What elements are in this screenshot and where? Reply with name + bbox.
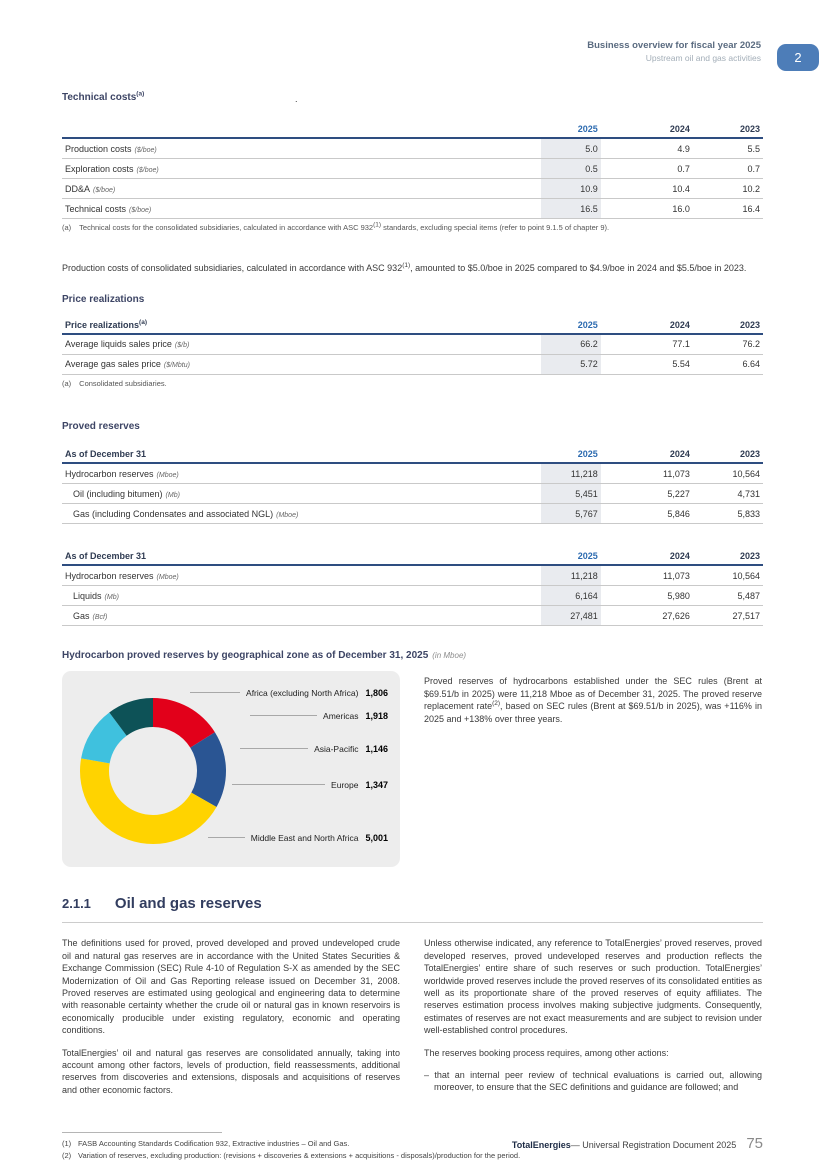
table-title-cell: As of December 31 bbox=[62, 442, 541, 463]
chart-heading-unit: (in Mboe) bbox=[432, 651, 467, 661]
year-2024-header: 2024 bbox=[601, 313, 693, 334]
slice-value: 1,146 bbox=[365, 743, 388, 754]
value-2025: 5.72 bbox=[541, 354, 601, 374]
value-2024: 77.1 bbox=[601, 334, 693, 355]
table-title-cell bbox=[62, 313, 541, 334]
year-2025-header: 2025 bbox=[541, 117, 601, 138]
heading-text: Technical costs bbox=[62, 92, 137, 103]
stray-dot: . bbox=[295, 94, 298, 104]
row-label-cell bbox=[62, 138, 541, 159]
slice-value: 1,347 bbox=[365, 779, 388, 790]
chart-side-text bbox=[424, 671, 762, 867]
footnote-text: Variation of reserves, excluding production: (revisions + discoveries & extensions + acquisitions - disposals)/production for the period. bbox=[78, 1150, 521, 1160]
row-label: Gas (including Condensates and associated NGL) bbox=[73, 508, 274, 519]
footnote-marker: (2) bbox=[62, 1150, 72, 1160]
footnote-marker: (1) bbox=[62, 1139, 72, 1149]
section-211-heading bbox=[62, 895, 763, 923]
footer-doc-title: — Universal Registration Document 2025 bbox=[570, 1140, 737, 1150]
header-subtitle: Upstream oil and gas activities bbox=[645, 53, 761, 63]
heading-sup: (a) bbox=[136, 90, 145, 98]
paragraph-sup: (1) bbox=[402, 261, 411, 269]
row-label: Gas bbox=[73, 610, 90, 621]
value-2024: 16.0 bbox=[601, 199, 693, 219]
footnote-marker: (a) bbox=[62, 378, 72, 388]
year-2023-header: 2023 bbox=[693, 117, 763, 138]
value-2023: 10,564 bbox=[693, 463, 763, 484]
footnote-text: FASB Accounting Standards Codification 932, Extractive industries – Oil and Gas. bbox=[78, 1139, 350, 1149]
value-2024: 4.9 bbox=[601, 138, 693, 159]
body-paragraph: The definitions used for proved, proved developed and proved undeveloped crude oil and natural gas reserves are in accordance with the United States Securities & Exchange Commission (SEC) Rule 4-10 of Regulation S-X as amended by the SEC Modernization of Oil and Gas Reporting release issued on December 31, 2008. Proved reserves are estimated using geological and engineering data to determine with reasonable certainty whether the crude oil or natural gas in known reservoirs is economically producible under existing regulatory, economic and operating conditions. bbox=[62, 938, 400, 1036]
table-row bbox=[62, 159, 763, 179]
chart-heading-text: Hydrocarbon proved reserves by geographical zone as of December 31, 2025 bbox=[62, 650, 429, 662]
row-label-cell bbox=[62, 354, 541, 374]
table-header-row bbox=[62, 442, 763, 463]
footnote-text: Technical costs for the consolidated subsidiaries, calculated in accordance with ASC 932 bbox=[79, 223, 374, 232]
row-label-cell bbox=[62, 334, 541, 355]
row-label: Average gas sales price bbox=[65, 359, 161, 370]
slice-value: 1,806 bbox=[365, 687, 388, 698]
slice-value: 1,918 bbox=[365, 710, 388, 721]
body-paragraph: TotalEnergies’ oil and natural gas reserves are consolidated annually, taking into account among other factors, levels of production, field reassessments, additional reserves from discoveries and extensions, disposals and acquisitions of reserves and other economic factors. bbox=[62, 1047, 400, 1095]
right-column bbox=[424, 937, 762, 1106]
table-header-row bbox=[62, 117, 763, 138]
table-row bbox=[62, 463, 763, 484]
slice-label: Asia-Pacific bbox=[314, 743, 359, 754]
footnote-sup: (1) bbox=[373, 221, 382, 229]
row-label: Production costs bbox=[65, 143, 132, 154]
slice-label: Americas bbox=[323, 710, 359, 721]
footnote-marker: (a) bbox=[62, 223, 72, 232]
value-2025: 10.9 bbox=[541, 179, 601, 199]
value-2025: 5,767 bbox=[541, 504, 601, 524]
donut-slice-4 bbox=[80, 759, 217, 845]
value-2023: 10.2 bbox=[693, 179, 763, 199]
reserves-paragraph bbox=[424, 675, 762, 725]
body-bullet: – that an internal peer review of technical evaluations is carried out, allowing moreover, to ensure that the SEC definitions and guidance are followed; and bbox=[424, 1070, 762, 1093]
value-2023: 5,487 bbox=[693, 586, 763, 606]
proved-reserves-heading: Proved reserves bbox=[62, 421, 140, 433]
slice-label: Africa (excluding North Africa) bbox=[246, 687, 359, 698]
value-2025: 27,481 bbox=[541, 606, 601, 626]
row-label: Technical costs bbox=[65, 203, 127, 214]
table-row bbox=[62, 138, 763, 159]
table-title-sup: (a) bbox=[139, 318, 147, 326]
leader-line bbox=[190, 692, 240, 693]
chart-label-row bbox=[232, 778, 388, 791]
slice-value: 5,001 bbox=[365, 832, 388, 843]
row-unit: (Mboe) bbox=[276, 511, 299, 519]
value-2024: 5.54 bbox=[601, 354, 693, 374]
year-2025-header: 2025 bbox=[541, 544, 601, 565]
year-2023-header: 2023 bbox=[693, 442, 763, 463]
technical-costs-heading-row bbox=[62, 92, 763, 103]
table-header-row bbox=[62, 544, 763, 565]
chart-label-row bbox=[190, 686, 388, 699]
page-number: 75 bbox=[746, 1135, 763, 1152]
leader-line bbox=[250, 715, 317, 716]
row-label-cell bbox=[62, 159, 541, 179]
row-unit: ($/Mbtu) bbox=[163, 362, 190, 370]
header-title: Business overview for fiscal year 2025 bbox=[587, 40, 761, 51]
chart-label-row bbox=[208, 831, 388, 844]
row-unit: (Mboe) bbox=[156, 573, 179, 581]
row-label-cell bbox=[62, 586, 541, 606]
value-2023: 4,731 bbox=[693, 484, 763, 504]
value-2025: 6,164 bbox=[541, 586, 601, 606]
value-2023: 0.7 bbox=[693, 159, 763, 179]
table-row bbox=[62, 586, 763, 606]
table-footnote bbox=[62, 223, 763, 234]
table-row bbox=[62, 354, 763, 374]
section-number: 2.1.1 bbox=[62, 896, 91, 912]
price-realizations-heading: Price realizations bbox=[62, 293, 145, 305]
footnote-rule bbox=[62, 1132, 222, 1133]
table-row bbox=[62, 334, 763, 355]
table-row bbox=[62, 179, 763, 199]
technical-costs-table bbox=[62, 117, 763, 219]
row-label: DD&A bbox=[65, 183, 91, 194]
year-2024-header: 2024 bbox=[601, 117, 693, 138]
chart-label-row bbox=[250, 709, 388, 722]
paragraph-text: Production costs of consolidated subsidiaries, calculated in accordance with ASC 932 bbox=[62, 262, 403, 273]
page-content bbox=[0, 92, 825, 1162]
left-column bbox=[62, 937, 400, 1106]
value-2024: 27,626 bbox=[601, 606, 693, 626]
value-2024: 0.7 bbox=[601, 159, 693, 179]
row-unit: (Mb) bbox=[165, 491, 180, 499]
slice-label: Middle East and North Africa bbox=[250, 832, 359, 843]
slice-label: Europe bbox=[331, 779, 359, 790]
row-unit: ($/b) bbox=[174, 342, 190, 350]
value-2023: 5.5 bbox=[693, 138, 763, 159]
table-row bbox=[62, 199, 763, 219]
row-label-cell bbox=[62, 199, 541, 219]
value-2025: 11,218 bbox=[541, 565, 601, 586]
value-2024: 11,073 bbox=[601, 565, 693, 586]
footer-brand: TotalEnergies bbox=[511, 1140, 571, 1150]
body-paragraph: The reserves booking process requires, among other actions: bbox=[424, 1047, 669, 1058]
price-realizations-table bbox=[62, 313, 763, 375]
row-label: Liquids bbox=[73, 590, 102, 601]
body-paragraph: Unless otherwise indicated, any reference to TotalEnergies’ proved reserves, proved developed reserves, proved undeveloped reserves and production reflects the TotalEnergies’ entire share of such reserves or such production. TotalEnergies’ worldwide proved reserves include the proved reserves of its consolidated entities as well as its proportionate share of the proved reserves of equity affiliates. The reserves estimation process involves making subjective judgments. Consequently, estimates of reserves are not exact measurements and are subject to revision under well-established control procedures. bbox=[424, 938, 762, 1036]
row-label: Hydrocarbon reserves bbox=[65, 468, 154, 479]
table-header-row bbox=[62, 313, 763, 334]
row-label-cell bbox=[62, 606, 541, 626]
proved-reserves-table-1 bbox=[62, 442, 763, 524]
row-label: Exploration costs bbox=[65, 163, 134, 174]
leader-line bbox=[232, 784, 325, 785]
table-title-cell: As of December 31 bbox=[62, 544, 541, 565]
two-column-text bbox=[62, 937, 763, 1106]
paragraph-sup: (2) bbox=[492, 700, 501, 708]
value-2023: 27,517 bbox=[693, 606, 763, 626]
year-2024-header: 2024 bbox=[601, 544, 693, 565]
row-label-cell bbox=[62, 504, 541, 524]
row-label: Oil (including bitumen) bbox=[73, 488, 163, 499]
leader-line bbox=[240, 748, 308, 749]
value-2024: 11,073 bbox=[601, 463, 693, 484]
row-label-cell bbox=[62, 463, 541, 484]
chapter-badge: 2 bbox=[777, 44, 819, 71]
section-title: Oil and gas reserves bbox=[114, 895, 262, 913]
value-2024: 10.4 bbox=[601, 179, 693, 199]
chart-heading bbox=[62, 650, 763, 661]
value-2025: 5,451 bbox=[541, 484, 601, 504]
value-2023: 76.2 bbox=[693, 334, 763, 355]
value-2024: 5,846 bbox=[601, 504, 693, 524]
value-2023: 10,564 bbox=[693, 565, 763, 586]
value-2024: 5,980 bbox=[601, 586, 693, 606]
footnote-text-2: standards, excluding special items (refer to point 9.1.5 of chapter 9). bbox=[381, 223, 610, 232]
value-2023: 6.64 bbox=[693, 354, 763, 374]
table-row bbox=[62, 606, 763, 626]
row-unit: (Mboe) bbox=[156, 471, 179, 479]
row-label: Hydrocarbon reserves bbox=[65, 570, 154, 581]
value-2024: 5,227 bbox=[601, 484, 693, 504]
chart-label-row bbox=[240, 742, 388, 755]
row-label: Average liquids sales price bbox=[65, 339, 172, 350]
row-unit: ($/boe) bbox=[136, 166, 159, 174]
value-2025: 66.2 bbox=[541, 334, 601, 355]
year-2024-header: 2024 bbox=[601, 442, 693, 463]
row-unit: ($/boe) bbox=[93, 186, 116, 194]
row-unit: ($/boe) bbox=[134, 146, 157, 154]
chart-row bbox=[62, 671, 763, 867]
footnote-text: Consolidated subsidiaries. bbox=[79, 378, 167, 388]
row-label-cell bbox=[62, 565, 541, 586]
year-2025-header: 2025 bbox=[541, 442, 601, 463]
table-row bbox=[62, 484, 763, 504]
row-unit: (Bcf) bbox=[92, 613, 108, 621]
row-label-cell bbox=[62, 179, 541, 199]
running-header bbox=[587, 40, 761, 63]
leader-line bbox=[208, 837, 245, 838]
donut-chart-panel bbox=[62, 671, 400, 867]
page-footer bbox=[512, 1135, 763, 1152]
year-2023-header: 2023 bbox=[693, 313, 763, 334]
row-unit: ($/boe) bbox=[129, 206, 152, 214]
paragraph-text-2: , based on SEC rules (Brent at $69.51/b in 2025), was +116% in 2025 and +138% over three years. bbox=[424, 701, 762, 724]
value-2025: 16.5 bbox=[541, 199, 601, 219]
value-2025: 5.0 bbox=[541, 138, 601, 159]
row-label-cell bbox=[62, 484, 541, 504]
row-unit: (Mb) bbox=[104, 593, 119, 601]
paragraph-text-2: , amounted to $5.0/boe in 2025 compared to $4.9/boe in 2024 and $5.5/boe in 2023. bbox=[410, 262, 747, 273]
year-2023-header: 2023 bbox=[693, 544, 763, 565]
table-title: Price realizations bbox=[65, 319, 140, 330]
table-row bbox=[62, 504, 763, 524]
value-2023: 5,833 bbox=[693, 504, 763, 524]
value-2025: 0.5 bbox=[541, 159, 601, 179]
value-2023: 16.4 bbox=[693, 199, 763, 219]
proved-reserves-table-2 bbox=[62, 544, 763, 626]
technical-costs-heading bbox=[62, 92, 763, 103]
year-2025-header: 2025 bbox=[541, 313, 601, 334]
paragraph-text: Proved reserves of hydrocarbons established under the SEC rules (Brent at $69.51/b in 2025) were 11,218 Mboe as of December 31, 2025. The proved reserve replacement rate bbox=[424, 676, 762, 712]
production-costs-paragraph bbox=[62, 262, 763, 274]
header-empty-cell bbox=[62, 117, 541, 138]
value-2025: 11,218 bbox=[541, 463, 601, 484]
table-row bbox=[62, 565, 763, 586]
table-footnote bbox=[62, 379, 763, 390]
